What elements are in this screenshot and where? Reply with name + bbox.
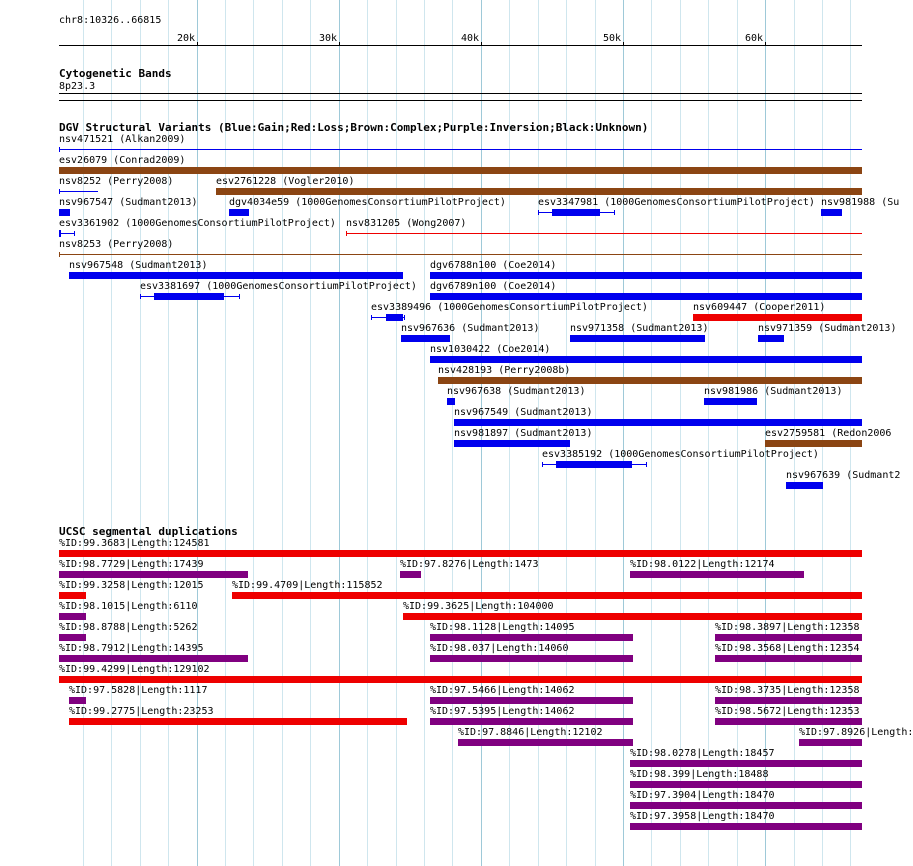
segdups-feature-label[interactable]: %ID:97.8926|Length:: [799, 727, 913, 738]
dgv-feature-line[interactable]: [59, 254, 862, 255]
segdups-feature-bar[interactable]: [458, 739, 633, 746]
dgv-feature-bar[interactable]: [430, 293, 862, 300]
segdups-feature-bar[interactable]: [69, 718, 407, 725]
dgv-feature-label[interactable]: dgv6788n100 (Coe2014): [430, 260, 557, 271]
dgv-feature-line[interactable]: [59, 191, 98, 192]
dgv-track-title[interactable]: DGV Structural Variants (Blue:Gain;Red:Loss;Brown:Complex;Purple:Inversion;Black:Unknown): [59, 121, 649, 134]
ruler-tick: [339, 42, 340, 46]
dgv-feature-label[interactable]: esv3385192 (1000GenomesConsortiumPilotProject): [542, 449, 819, 460]
dgv-feature-bar[interactable]: [386, 314, 403, 321]
dgv-feature-label[interactable]: dgv4034e59 (1000GenomesConsortiumPilotProject): [229, 197, 506, 208]
dgv-feature-label[interactable]: nsv967547 (Sudmant2013): [59, 197, 198, 208]
dgv-feature-bar[interactable]: [765, 440, 862, 447]
dgv-feature-bar[interactable]: [438, 377, 862, 384]
dgv-feature-label[interactable]: esv3389496 (1000GenomesConsortiumPilotProject): [371, 302, 648, 313]
dgv-feature-label[interactable]: nsv8253 (Perry2008): [59, 239, 174, 250]
dgv-feature-label[interactable]: nsv981897 (Sudmant2013): [454, 428, 593, 439]
cytoband-label: 8p23.3: [59, 81, 96, 92]
segdups-feature-bar[interactable]: [715, 634, 862, 641]
segdups-feature-bar[interactable]: [232, 592, 862, 599]
dgv-feature-label[interactable]: nsv428193 (Perry2008b): [438, 365, 571, 376]
segdups-feature-bar[interactable]: [715, 655, 862, 662]
segdups-feature-label[interactable]: %ID:98.1015|Length:6110: [59, 601, 198, 612]
segdups-feature-label[interactable]: %ID:98.5672|Length:12353: [715, 706, 860, 717]
dgv-feature-bar[interactable]: [570, 335, 705, 342]
ruler-tick: [197, 42, 198, 46]
dgv-feature-label[interactable]: esv3347981 (1000GenomesConsortiumPilotProject): [538, 197, 815, 208]
dgv-feature-bar[interactable]: [693, 314, 862, 321]
segdups-feature-bar[interactable]: [630, 760, 862, 767]
dgv-feature-bar[interactable]: [758, 335, 784, 342]
segdup-track-title[interactable]: UCSC segmental duplications: [59, 525, 238, 538]
dgv-feature-endcap: [59, 189, 60, 194]
segdups-feature-bar[interactable]: [403, 613, 862, 620]
dgv-feature-label[interactable]: nsv981988 (Su: [821, 197, 900, 208]
segdups-feature-bar[interactable]: [59, 550, 862, 557]
ruler-tick-label: 60k: [744, 33, 763, 44]
dgv-feature-bar[interactable]: [69, 272, 403, 279]
dgv-feature-line[interactable]: [346, 233, 862, 234]
ruler-tick: [481, 42, 482, 46]
dgv-feature-bar[interactable]: [59, 209, 70, 216]
dgv-feature-label[interactable]: dgv6789n100 (Coe2014): [430, 281, 557, 292]
dgv-feature-endcap: [59, 252, 60, 257]
dgv-feature-label[interactable]: nsv971358 (Sudmant2013): [570, 323, 709, 334]
dgv-feature-label[interactable]: nsv609447 (Cooper2011): [693, 302, 826, 313]
segdups-feature-label[interactable]: %ID:97.5828|Length:1117: [69, 685, 208, 696]
dgv-feature-bar[interactable]: [216, 188, 862, 195]
segdups-feature-label[interactable]: %ID:99.3625|Length:104000: [403, 601, 554, 612]
dgv-feature-range-line[interactable]: [59, 233, 74, 234]
dgv-feature-bar[interactable]: [704, 398, 757, 405]
dgv-feature-endcap: [542, 462, 543, 467]
dgv-feature-label[interactable]: esv2761228 (Vogler2010): [216, 176, 355, 187]
dgv-feature-endcap: [59, 147, 60, 152]
segdups-feature-bar[interactable]: [715, 718, 862, 725]
cytoband-band-bottom: [59, 100, 862, 101]
segdups-feature-label[interactable]: %ID:97.3904|Length:18470: [630, 790, 775, 801]
dgv-feature-endcap: [646, 462, 647, 467]
segdups-feature-label[interactable]: %ID:98.7729|Length:17439: [59, 559, 204, 570]
segdups-feature-bar[interactable]: [59, 571, 248, 578]
ruler-tick-label: 40k: [460, 33, 479, 44]
dgv-feature-label[interactable]: nsv1030422 (Coe2014): [430, 344, 551, 355]
segdups-feature-bar[interactable]: [715, 697, 862, 704]
cytoband-band-top: [59, 93, 862, 94]
dgv-feature-bar[interactable]: [59, 230, 61, 237]
dgv-feature-bar[interactable]: [454, 440, 570, 447]
dgv-feature-bar[interactable]: [454, 419, 862, 426]
segdups-feature-label[interactable]: %ID:99.4299|Length:129102: [59, 664, 210, 675]
segdups-feature-label[interactable]: %ID:98.037|Length:14060: [430, 643, 569, 654]
dgv-feature-label[interactable]: esv3381697 (1000GenomesConsortiumPilotProject): [140, 281, 417, 292]
segdups-feature-bar[interactable]: [430, 655, 633, 662]
segdups-feature-label[interactable]: %ID:98.0278|Length:18457: [630, 748, 775, 759]
segdups-feature-label[interactable]: %ID:99.4709|Length:115852: [232, 580, 383, 591]
ruler-tick-label: 20k: [176, 33, 195, 44]
segdups-feature-bar[interactable]: [59, 592, 86, 599]
segdups-feature-bar[interactable]: [69, 697, 86, 704]
segdups-feature-label[interactable]: %ID:98.3735|Length:12358: [715, 685, 860, 696]
segdups-feature-bar[interactable]: [430, 718, 633, 725]
ruler-position-label: chr8:10326..66815: [59, 15, 162, 26]
dgv-feature-endcap: [614, 210, 615, 215]
dgv-feature-bar[interactable]: [447, 398, 455, 405]
dgv-feature-endcap: [538, 210, 539, 215]
segdups-feature-label[interactable]: %ID:97.3958|Length:18470: [630, 811, 775, 822]
segdups-feature-bar[interactable]: [630, 571, 804, 578]
dgv-feature-bar[interactable]: [401, 335, 450, 342]
dgv-feature-label[interactable]: nsv967639 (Sudmant2: [786, 470, 901, 481]
dgv-feature-label[interactable]: nsv471521 (Alkan2009): [59, 134, 186, 145]
dgv-feature-bar[interactable]: [430, 272, 862, 279]
dgv-feature-endcap: [346, 231, 347, 236]
segdups-feature-label[interactable]: %ID:99.2775|Length:23253: [69, 706, 214, 717]
segdups-feature-bar[interactable]: [430, 697, 633, 704]
dgv-feature-bar[interactable]: [552, 209, 600, 216]
dgv-feature-label[interactable]: esv26079 (Conrad2009): [59, 155, 186, 166]
ruler-tick: [765, 42, 766, 46]
segdups-feature-label[interactable]: %ID:98.1128|Length:14095: [430, 622, 575, 633]
segdups-feature-bar[interactable]: [430, 634, 633, 641]
segdups-feature-bar[interactable]: [799, 739, 862, 746]
dgv-feature-label[interactable]: nsv967549 (Sudmant2013): [454, 407, 593, 418]
dgv-feature-label[interactable]: esv3361902 (1000GenomesConsortiumPilotProject): [59, 218, 336, 229]
dgv-feature-endcap: [371, 315, 372, 320]
dgv-feature-label[interactable]: nsv831205 (Wong2007): [346, 218, 467, 229]
segdups-feature-bar[interactable]: [59, 613, 86, 620]
cytobands-track-title[interactable]: Cytogenetic Bands: [59, 67, 172, 80]
dgv-feature-endcap: [140, 294, 141, 299]
dgv-feature-endcap: [74, 231, 75, 236]
dgv-feature-bar[interactable]: [59, 167, 862, 174]
segdups-feature-bar[interactable]: [59, 676, 862, 683]
segdups-feature-bar[interactable]: [59, 634, 86, 641]
segdups-feature-label[interactable]: %ID:98.8788|Length:5262: [59, 622, 198, 633]
ruler-tick: [623, 42, 624, 46]
dgv-feature-label[interactable]: esv2759581 (Redon2006: [765, 428, 892, 439]
dgv-feature-label[interactable]: nsv971359 (Sudmant2013): [758, 323, 897, 334]
dgv-feature-label[interactable]: nsv967636 (Sudmant2013): [401, 323, 540, 334]
segdups-feature-label[interactable]: %ID:98.3897|Length:12358: [715, 622, 860, 633]
ruler-tick-label: 50k: [602, 33, 621, 44]
dgv-feature-bar[interactable]: [821, 209, 842, 216]
dgv-feature-label[interactable]: nsv967548 (Sudmant2013): [69, 260, 208, 271]
segdups-feature-label[interactable]: %ID:97.8276|Length:1473: [400, 559, 539, 570]
dgv-feature-bar[interactable]: [154, 293, 224, 300]
segdups-feature-bar[interactable]: [400, 571, 421, 578]
segdups-feature-bar[interactable]: [59, 655, 248, 662]
dgv-feature-endcap: [239, 294, 240, 299]
dgv-feature-line[interactable]: [59, 149, 862, 150]
dgv-feature-bar[interactable]: [430, 356, 862, 363]
segdups-feature-label[interactable]: %ID:98.0122|Length:12174: [630, 559, 775, 570]
ruler-axis: [59, 45, 862, 46]
segdups-feature-bar[interactable]: [630, 823, 862, 830]
segdups-feature-label[interactable]: %ID:97.8846|Length:12102: [458, 727, 603, 738]
dgv-feature-label[interactable]: nsv8252 (Perry2008): [59, 176, 174, 187]
dgv-feature-endcap: [404, 315, 405, 320]
segdups-feature-label[interactable]: %ID:97.5395|Length:14062: [430, 706, 575, 717]
dgv-feature-bar[interactable]: [229, 209, 249, 216]
segdups-feature-bar[interactable]: [630, 781, 862, 788]
ruler-tick-label: 30k: [318, 33, 337, 44]
dgv-feature-bar[interactable]: [556, 461, 632, 468]
segdups-feature-label[interactable]: %ID:98.7912|Length:14395: [59, 643, 204, 654]
segdups-feature-label[interactable]: %ID:98.3568|Length:12354: [715, 643, 860, 654]
dgv-feature-bar[interactable]: [786, 482, 823, 489]
segdups-feature-label[interactable]: %ID:99.3258|Length:12015: [59, 580, 204, 591]
segdups-feature-label[interactable]: %ID:97.5466|Length:14062: [430, 685, 575, 696]
dgv-feature-label[interactable]: nsv967638 (Sudmant2013): [447, 386, 586, 397]
segdups-feature-bar[interactable]: [630, 802, 862, 809]
dgv-feature-label[interactable]: nsv981986 (Sudmant2013): [704, 386, 843, 397]
segdups-feature-label[interactable]: %ID:98.399|Length:18488: [630, 769, 769, 780]
segdups-feature-label[interactable]: %ID:99.3683|Length:124581: [59, 538, 210, 549]
